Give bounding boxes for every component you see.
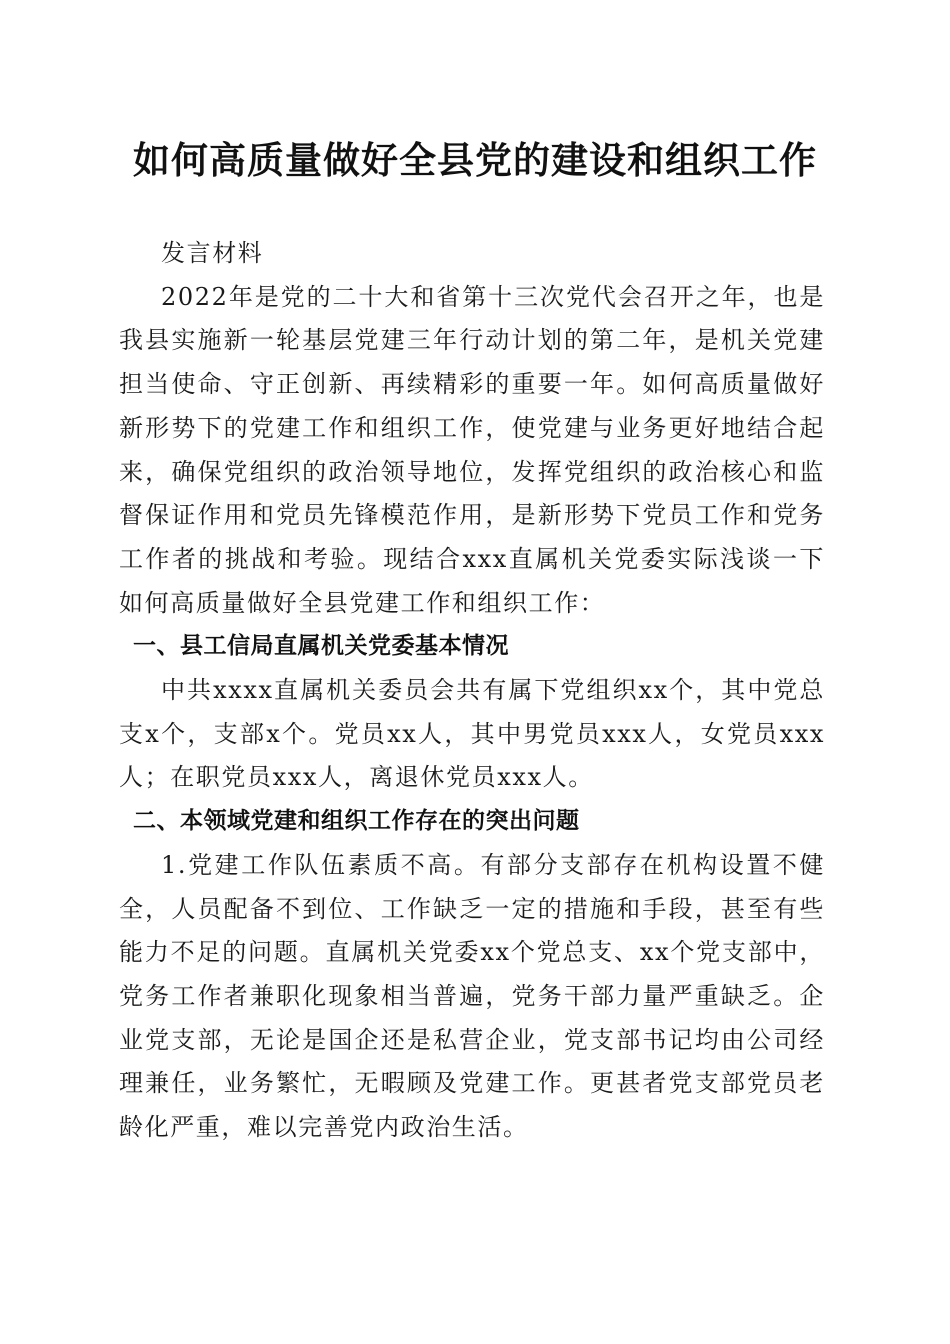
document-body [119, 232, 825, 1150]
section-2-heading: 二、本领域党建和组织工作存在的突出问题 [133, 808, 580, 835]
section-1-paragraph: 中共xxxx直属机关委员会共有属下党组织xx个，其中党总支x个，支部x个。党员xx人，其中男党员xxx人，女党员xxx人；在职党员xxx人，离退休党员xxx人。 [119, 676, 825, 792]
intro-paragraph: 2022年是党的二十大和省第十三次党代会召开之年，也是我县实施新一轮基层党建三年行动计划的第二年，是机关党建担当使命、守正创新、再续精彩的重要一年。如何高质量做好新形势下的党建工作和组织工作，使党建与业务更好地结合起来，确保党组织的政治领导地位，发挥党组织的政治核心和监督保证作用和党员先锋模范作用，是新形势下党员工作和党务工作者的挑战和考验。现结合xxx直属机关党委实际浅谈一下如何高质量做好全县党建工作和组织工作： [119, 282, 825, 617]
subtitle: 发言材料 [161, 239, 264, 267]
section-1-heading: 一、县工信局直属机关党委基本情况 [133, 633, 509, 660]
section-2-paragraph: 1.党建工作队伍素质不高。有部分支部存在机构设置不健全，人员配备不到位、工作缺乏一定的措施和手段，甚至有些能力不足的问题。直属机关党委xx个党总支、xx个党支部中，党务工作者兼职化现象相当普遍，党务干部力量严重缺乏。企业党支部，无论是国企还是私营企业，党支部书记均由公司经理兼任，业务繁忙，无暇顾及党建工作。更甚者党支部党员老龄化严重，难以完善党内政治生活。 [119, 850, 825, 1142]
document-title: 如何高质量做好全县党的建设和组织工作 [133, 138, 817, 182]
